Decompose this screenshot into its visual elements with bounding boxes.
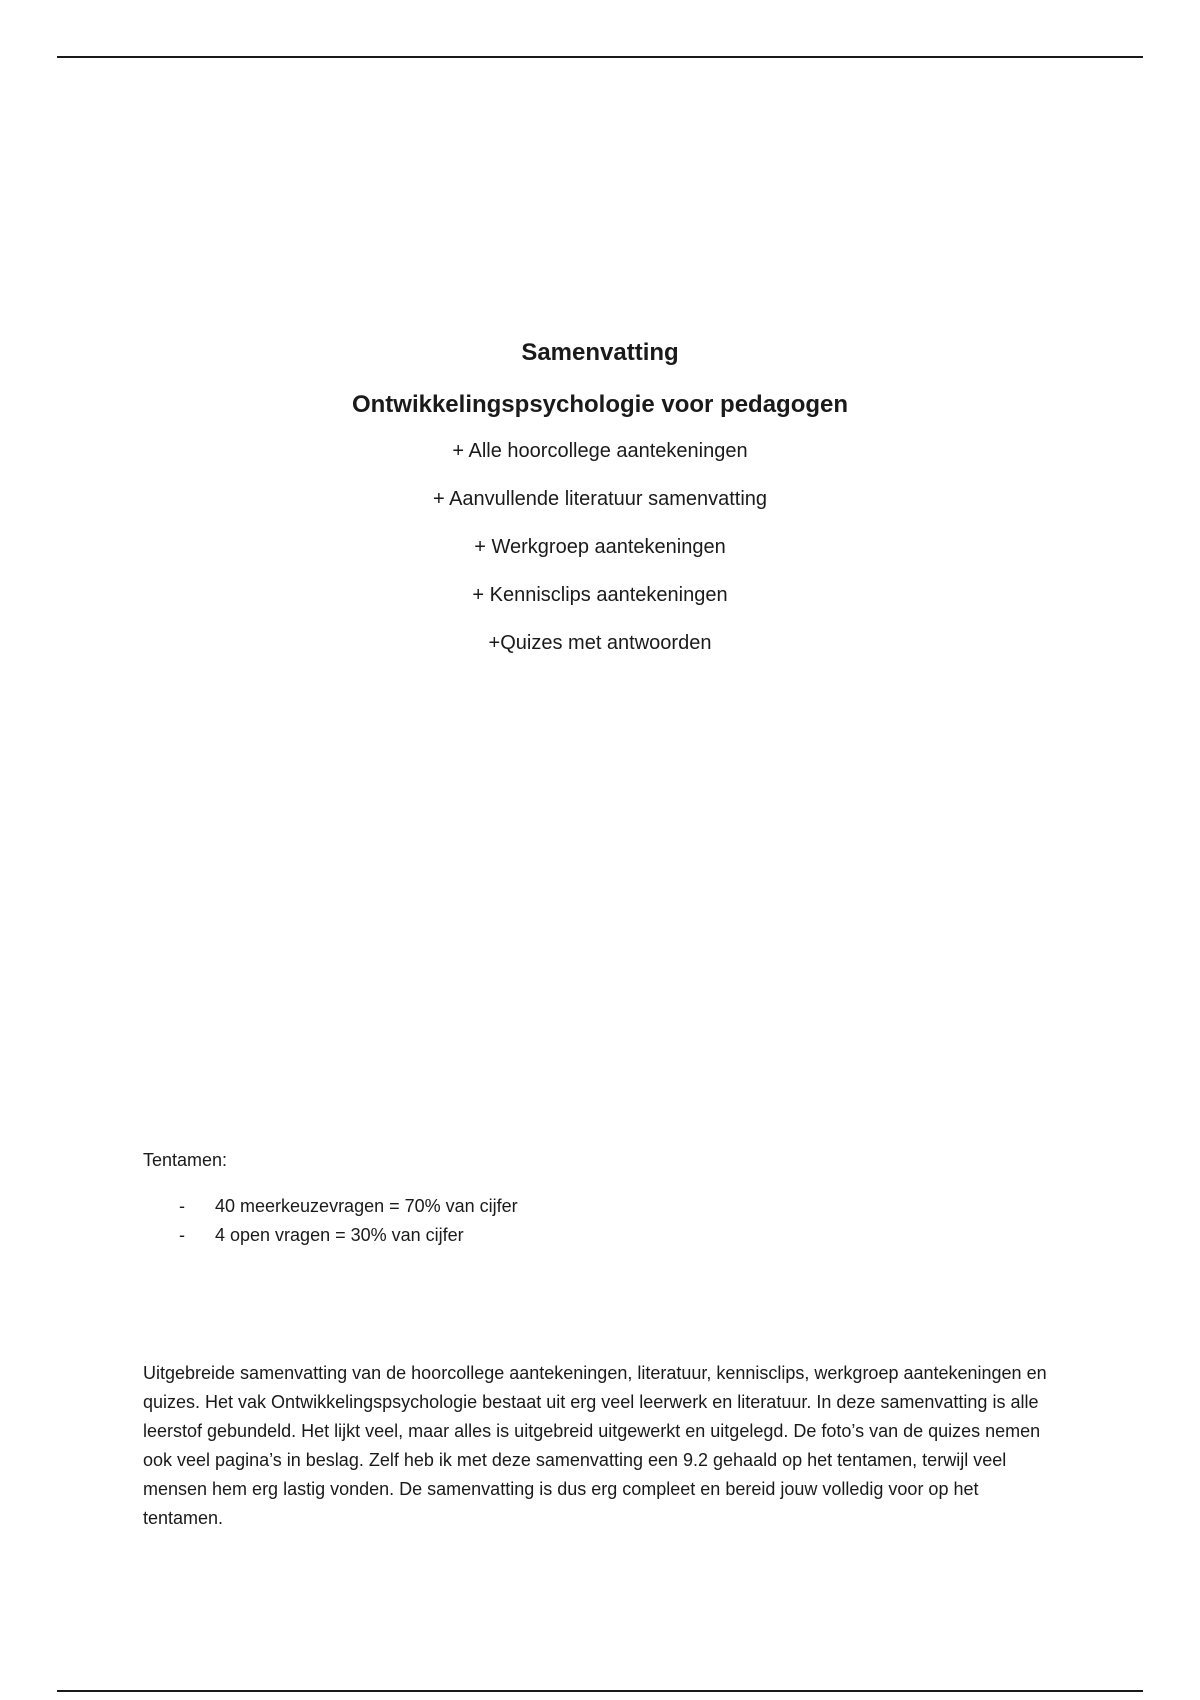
includes-item: + Kennisclips aantekeningen [472,584,728,606]
exam-item-text: 40 meerkeuzevragen = 70% van cijfer [215,1196,518,1216]
title-block [0,338,1200,678]
exam-item [143,1192,1043,1221]
header-rule [57,56,1143,58]
bullet-dash: - [179,1196,185,1216]
exam-label: Tentamen: [143,1150,228,1170]
document-subtitle: Ontwikkelingspsychologie voor pedagogen [351,391,849,418]
exam-section [143,1148,1043,1250]
includes-item: + Alle hoorcollege aantekeningen [452,440,748,462]
includes-item: + Werkgroep aantekeningen [474,536,726,558]
includes-list [0,438,1200,656]
description-paragraph: Uitgebreide samenvatting van de hoorcollege aantekeningen, literatuur, kennisclips, werkgroep aantekeningen en quizes. Het vak Ontwikkelingspsychologie bestaat uit erg veel leerwerk en literatuur. In deze samenvatting is alle leerstof gebundeld. Het lijkt veel, maar alles is uitgebreid uitgewerkt en uitgelegd. De foto’s van de quizes nemen ook veel pagina’s in beslag. Zelf heb ik met deze samenvatting een 9.2 gehaald op het tentamen, terwijl veel mensen hem erg lastig vonden. De samenvatting is dus erg compleet en bereid jouw volledig voor op het tentamen. [143,1363,1047,1528]
exam-item-text: 4 open vragen = 30% van cijfer [215,1225,464,1245]
includes-item: + Aanvullende literatuur samenvatting [432,488,768,510]
document-title: Samenvatting [521,339,679,366]
footer-rule [57,1690,1143,1692]
includes-item: +Quizes met antwoorden [488,632,712,654]
exam-item [143,1221,1043,1250]
exam-list [143,1192,1043,1250]
bullet-dash: - [179,1225,185,1245]
